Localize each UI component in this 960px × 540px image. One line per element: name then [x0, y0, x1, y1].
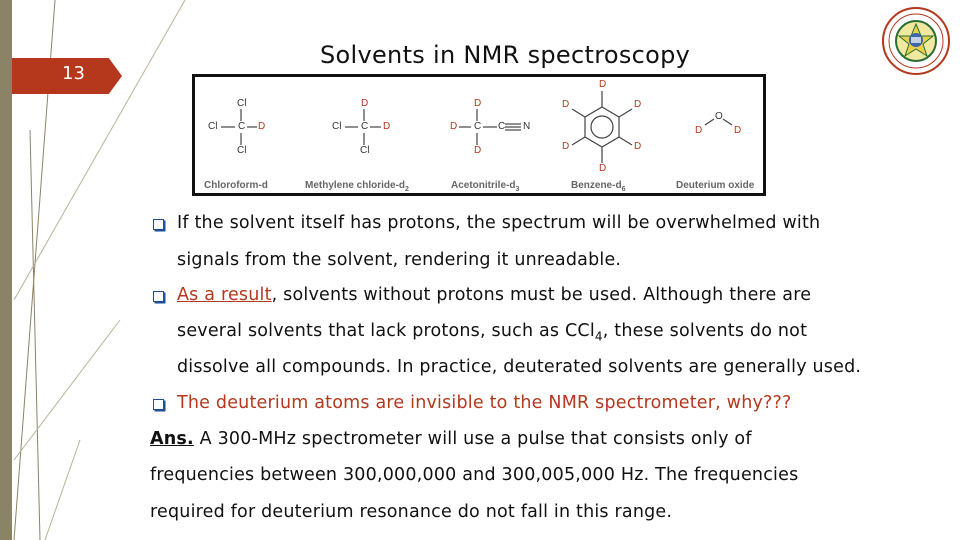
atom-d: D [450, 121, 458, 132]
label-methylene-chloride: Methylene chloride-$d_2$ [305, 180, 409, 193]
atom-n: N [523, 121, 531, 132]
slide-title: Solvents in NMR spectroscopy [320, 41, 691, 69]
atom-d: D [734, 125, 742, 136]
atom-c: C [474, 121, 482, 132]
answer-label: Ans. [150, 429, 194, 449]
atom-o: O [715, 111, 723, 122]
bullet-icon [153, 399, 164, 410]
slide-number: 13 [62, 63, 85, 84]
paragraph-3-question: The deuterium atoms are invisible to the NMR spectrometer, why??? [177, 393, 792, 413]
atom-d: D [361, 98, 369, 109]
paragraph-1-line-2: signals from the solvent, rendering it unreadable. [177, 250, 622, 270]
answer-line-1: Ans. A 300-MHz spectrometer will use a pulse that consists only of [150, 429, 752, 449]
as-a-result-link[interactable]: As a result [177, 285, 272, 305]
atom-d: D [474, 98, 482, 109]
atom-d: D [599, 79, 607, 90]
paragraph-2-line-2: several solvents that lack protons, such as CCl$_4$, these solvents do not [177, 321, 808, 344]
atom-cl: Cl [360, 145, 370, 156]
answer-line-3: required for deuterium resonance do not fall in this range. [150, 502, 673, 522]
atom-c: C [238, 121, 246, 132]
atom-cl: Cl [208, 121, 218, 132]
atom-d: D [599, 163, 607, 174]
paragraph-1-line-1: If the solvent itself has protons, the spectrum will be overwhelmed with [177, 213, 821, 233]
atom-d: D [695, 125, 703, 136]
solvent-structures-figure [192, 74, 766, 196]
atom-d: D [474, 145, 482, 156]
paragraph-2-line-3: dissolve all compounds. In practice, deuterated solvents are generally used. [177, 357, 862, 377]
atom-d: D [383, 121, 391, 132]
atom-d: D [634, 141, 642, 152]
atom-cl: Cl [237, 98, 247, 109]
label-chloroform: Chloroform-d [204, 180, 268, 191]
atom-d: D [562, 141, 570, 152]
answer-line-2: frequencies between 300,000,000 and 300,005,000 Hz. The frequencies [150, 465, 799, 485]
bullet-icon [153, 291, 164, 302]
paragraph-2-line-1: As a result, solvents without protons must be used. Although there are [177, 285, 812, 305]
bullet-icon [153, 219, 164, 230]
atom-d: D [634, 99, 642, 110]
atom-c: C [498, 121, 506, 132]
structures-drawing [195, 77, 763, 193]
label-benzene: Benzene-$d_6$ [571, 180, 626, 193]
atom-c: C [361, 121, 369, 132]
label-acetonitrile: Acetonitrile-$d_3$ [451, 180, 520, 193]
atom-cl: Cl [237, 145, 247, 156]
atom-d: D [562, 99, 570, 110]
atom-d: D [258, 121, 266, 132]
atom-cl: Cl [332, 121, 342, 132]
university-logo [880, 6, 952, 76]
label-deuterium-oxide: Deuterium oxide [676, 180, 755, 191]
